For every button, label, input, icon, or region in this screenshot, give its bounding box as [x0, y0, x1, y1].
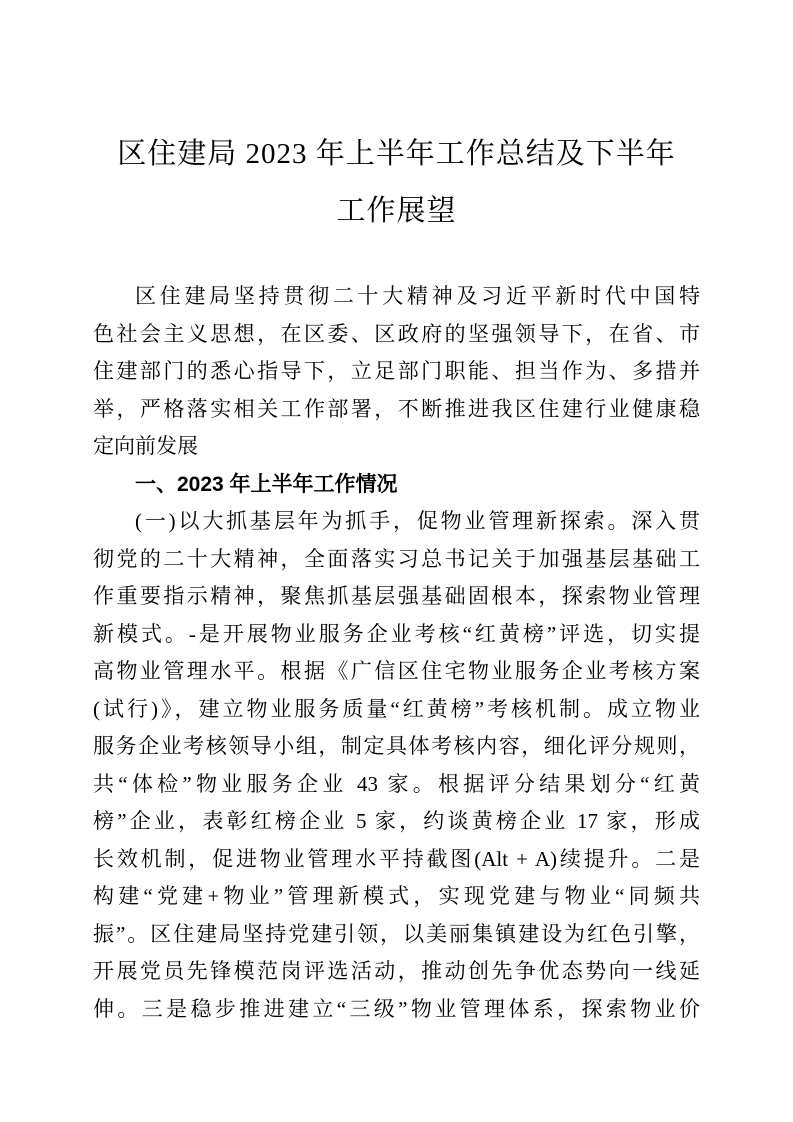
paragraph-line: 高物业管理水平。根据《广信区住宅物业服务企业考核方案 — [93, 659, 700, 683]
paragraph-intro — [93, 278, 700, 466]
paragraph-line: 区住建局坚持贯彻二十大精神及习近平新时代中国特 — [135, 284, 700, 308]
paragraph-line: 共“体检”物业服务企业 43 家。根据评分结果划分“红黄 — [93, 771, 700, 796]
paragraph-line: 作重要指示精神，聚焦抓基层强基础固根本，探索物业管理 — [93, 584, 700, 608]
paragraph-line: 色社会主义思想，在区委、区政府的坚强领导下，在省、市 — [93, 321, 700, 346]
paragraph-line: 服务企业考核领导小组，制定具体考核内容，细化评分规则， — [93, 734, 700, 758]
paragraph-line: 彻党的二十大精神，全面落实习总书记关于加强基层基础工 — [93, 546, 700, 571]
paragraph-line: 长效机制，促进物业管理水平持截图(Alt + A)续提升。二是 — [93, 846, 700, 871]
paragraph-line: 住建部门的悉心指导下，立足部门职能、担当作为、多措并 — [93, 359, 700, 383]
paragraph-line: 举，严格落实相关工作部署，不断推进我区住建行业健康稳 — [93, 396, 700, 421]
document-title — [93, 0, 700, 240]
paragraph-line: 新模式。-是开展物业服务企业考核“红黄榜”评选，切实提 — [93, 621, 700, 646]
paragraph-line: 构建“党建+物业”管理新模式，实现党建与物业“同频共 — [93, 884, 700, 908]
paragraph-line: 振”。区住建局坚持党建引领，以美丽集镇建设为红色引擎， — [93, 921, 700, 946]
document-body — [93, 278, 700, 1028]
title-line-1: 区住建局 2023 年上半年工作总结及下半年 — [117, 138, 676, 170]
subsection-lead-emphasis: (一)以大抓基层年为抓手，促物业管理新探索。 — [135, 509, 632, 533]
paragraph-line: 榜”企业，表彰红榜企业 5 家，约谈黄榜企业 17 家，形成 — [93, 809, 700, 833]
paragraph-line: (试行)》，建立物业服务质量“红黄榜”考核机制。成立物业 — [93, 696, 700, 721]
paragraph-section-1 — [93, 503, 700, 1028]
section-heading-1: 一、2023 年上半年工作情况 — [135, 472, 398, 496]
lead-line-rest: 深入贯 — [631, 509, 700, 533]
paragraph-line — [93, 503, 700, 541]
title-line-2: 工作展望 — [336, 195, 457, 227]
paragraph-line: 伸。三是稳步推进建立“三级”物业管理体系，探索物业价 — [93, 996, 700, 1021]
paragraph-line: 开展党员先锋模范岗评选活动，推动创先争优态势向一线延 — [93, 959, 700, 983]
paragraph-line: 定向前发展 — [93, 434, 198, 458]
